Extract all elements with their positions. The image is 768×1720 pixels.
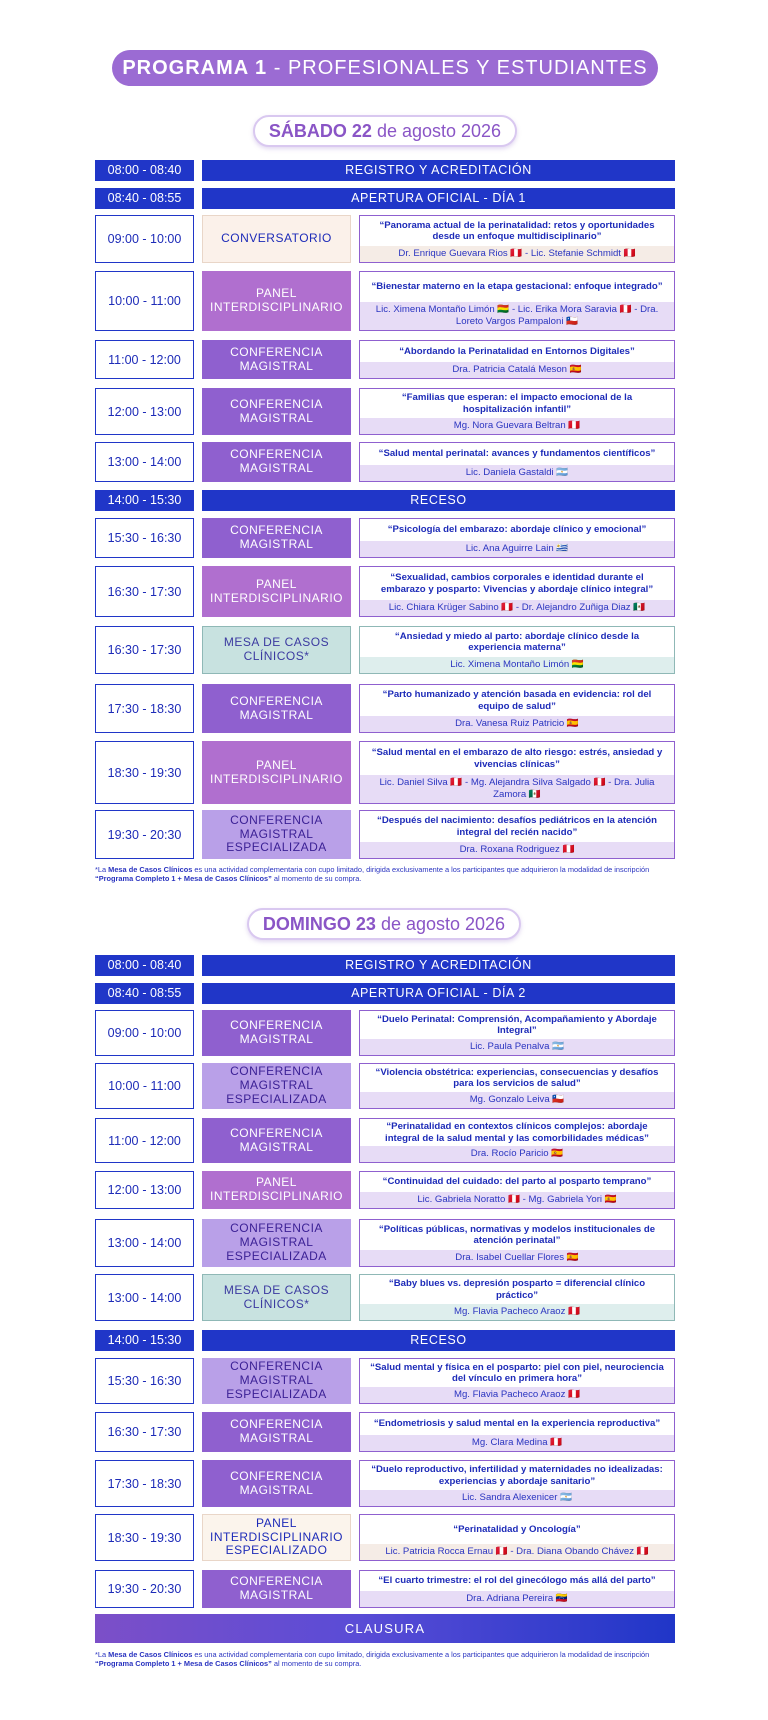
session-row bbox=[95, 1358, 675, 1404]
session-talk bbox=[359, 810, 675, 859]
time-slot: 17:30 - 18:30 bbox=[95, 1460, 194, 1507]
day-heading-rest: de agosto 2026 bbox=[375, 914, 506, 934]
footnote-middle: es una actividad complementaria con cupo limitado, dirigida exclusivamente a los participantes que adquirieron la modalidad de inscripción bbox=[192, 865, 650, 874]
talk-title: “Sexualidad, cambios corporales e identidad durante el embarazo y posparto: Vivencias y abordaje clínico integral” bbox=[380, 572, 654, 595]
talk-speakers: Mg. Nora Guevara Beltran 🇵🇪 bbox=[360, 418, 674, 434]
talk-title: “Perinatalidad y Oncología” bbox=[453, 1523, 581, 1535]
session-talk bbox=[359, 1063, 675, 1109]
session-type: MESA DE CASOS CLÍNICOS* bbox=[202, 626, 351, 674]
footnote-bold-programa: “Programa Completo 1 + Mesa de Casos Clínicos” bbox=[95, 1659, 272, 1669]
time-slot: 14:00 - 15:30 bbox=[95, 490, 194, 511]
time-slot: 18:30 - 19:30 bbox=[95, 1514, 194, 1561]
talk-title: “Después del nacimiento: desafíos pediátricos en la atención integral del recién nacido” bbox=[377, 815, 657, 838]
session-talk bbox=[359, 271, 675, 331]
session-bar: REGISTRO Y ACREDITACIÓN bbox=[202, 955, 675, 976]
day-heading bbox=[247, 908, 521, 940]
session-talk bbox=[359, 1171, 675, 1209]
time-slot: 17:30 - 18:30 bbox=[95, 684, 194, 733]
session-talk bbox=[359, 215, 675, 263]
day-heading-rest: de agosto 2026 bbox=[371, 121, 502, 141]
session-talk bbox=[359, 1412, 675, 1452]
day-heading-bold: SÁBADO 22 bbox=[268, 121, 372, 141]
session-bar: REGISTRO Y ACREDITACIÓN bbox=[202, 160, 675, 181]
session-type: PANEL INTERDISCIPLINARIO bbox=[202, 741, 351, 804]
session-bar: APERTURA OFICIAL - DÍA 2 bbox=[202, 983, 675, 1004]
session-type: CONFERENCIA MAGISTRAL bbox=[202, 1570, 351, 1608]
footnote-bold-mesa: Mesa de Casos Clínicos bbox=[108, 1650, 193, 1659]
talk-title: “Violencia obstétrica: experiencias, consecuencias y desafíos para los servicios de salud” bbox=[375, 1066, 659, 1089]
session-row bbox=[95, 1171, 675, 1209]
talk-title: “Parto humanizado y atención basada en evidencia: rol del equipo de salud” bbox=[382, 689, 652, 712]
time-slot: 16:30 - 17:30 bbox=[95, 626, 194, 674]
program-title-bold: PROGRAMA 1 bbox=[122, 57, 268, 79]
talk-title: “Políticas públicas, normativas y modelos institucionales de atención perinatal” bbox=[378, 1223, 656, 1246]
time-slot: 12:00 - 13:00 bbox=[95, 388, 194, 435]
session-talk bbox=[359, 684, 675, 733]
talk-speakers: Lic. Gabriela Noratto 🇵🇪 - Mg. Gabriela Yori 🇪🇸 bbox=[360, 1192, 674, 1208]
day-heading bbox=[253, 115, 517, 147]
footnote bbox=[95, 1650, 675, 1669]
time-slot: 13:00 - 14:00 bbox=[95, 1274, 194, 1321]
time-slot: 19:30 - 20:30 bbox=[95, 810, 194, 859]
session-type: CONFERENCIA MAGISTRAL ESPECIALIZADA bbox=[202, 1219, 351, 1267]
session-talk bbox=[359, 388, 675, 435]
session-bar: RECESO bbox=[202, 1330, 675, 1351]
session-talk bbox=[359, 566, 675, 617]
talk-title: “Salud mental en el embarazo de alto riesgo: estrés, ansiedad y vivencias clínicas” bbox=[371, 747, 663, 770]
session-type: CONFERENCIA MAGISTRAL bbox=[202, 1010, 351, 1056]
program-title bbox=[112, 50, 658, 86]
talk-speakers: Lic. Ana Aguirre Lain 🇺🇾 bbox=[360, 541, 674, 557]
session-type: CONFERENCIA MAGISTRAL bbox=[202, 518, 351, 558]
talk-speakers: Mg. Gonzalo Leiva 🇨🇱 bbox=[360, 1092, 674, 1108]
time-slot: 08:00 - 08:40 bbox=[95, 955, 194, 976]
talk-speakers: Dra. Isabel Cuellar Flores 🇪🇸 bbox=[360, 1250, 674, 1266]
talk-title: “El cuarto trimestre: el rol del ginecólogo más allá del parto” bbox=[378, 1575, 656, 1587]
session-row bbox=[95, 1118, 675, 1163]
session-row bbox=[95, 388, 675, 435]
session-row bbox=[95, 1514, 675, 1561]
session-talk bbox=[359, 442, 675, 482]
session-type: PANEL INTERDISCIPLINARIO bbox=[202, 1171, 351, 1209]
time-slot: 10:00 - 11:00 bbox=[95, 271, 194, 331]
time-slot: 14:00 - 15:30 bbox=[95, 1330, 194, 1351]
program-title-rest: - PROFESIONALES Y ESTUDIANTES bbox=[267, 57, 648, 79]
time-slot: 19:30 - 20:30 bbox=[95, 1570, 194, 1608]
session-type: PANEL INTERDISCIPLINARIO ESPECIALIZADO bbox=[202, 1514, 351, 1561]
time-slot: 16:30 - 17:30 bbox=[95, 1412, 194, 1452]
talk-speakers: Lic. Patricia Rocca Ernau 🇵🇪 - Dra. Diana Obando Chávez 🇵🇪 bbox=[360, 1544, 674, 1560]
session-talk bbox=[359, 1010, 675, 1056]
schedule-bar-row bbox=[95, 490, 675, 511]
footnote-bold-mesa: Mesa de Casos Clínicos bbox=[108, 865, 193, 874]
session-talk bbox=[359, 340, 675, 379]
talk-speakers: Lic. Chiara Krüger Sabino 🇵🇪 - Dr. Alejandro Zuñiga Diaz 🇲🇽 bbox=[360, 600, 674, 616]
session-type: CONVERSATORIO bbox=[202, 215, 351, 263]
talk-title: “Salud mental perinatal: avances y fundamentos científicos” bbox=[378, 448, 656, 460]
session-row bbox=[95, 741, 675, 804]
time-slot: 11:00 - 12:00 bbox=[95, 1118, 194, 1163]
talk-title: “Abordando la Perinatalidad en Entornos Digitales” bbox=[399, 345, 635, 357]
session-row bbox=[95, 810, 675, 859]
talk-speakers: Dra. Vanesa Ruiz Patricio 🇪🇸 bbox=[360, 716, 674, 732]
day-heading-bold: DOMINGO 23 bbox=[262, 914, 376, 934]
footnote-middle: es una actividad complementaria con cupo limitado, dirigida exclusivamente a los participantes que adquirieron la modalidad de inscripción bbox=[192, 1650, 650, 1659]
session-talk bbox=[359, 1514, 675, 1561]
footnote-prefix: *La bbox=[95, 865, 109, 874]
schedule-bar-row bbox=[95, 160, 675, 181]
session-talk bbox=[359, 518, 675, 558]
time-slot: 15:30 - 16:30 bbox=[95, 518, 194, 558]
time-slot: 13:00 - 14:00 bbox=[95, 442, 194, 482]
session-talk bbox=[359, 741, 675, 804]
session-row bbox=[95, 340, 675, 379]
session-row bbox=[95, 1219, 675, 1267]
talk-speakers: Lic. Daniel Silva 🇵🇪 - Mg. Alejandra Silva Salgado 🇵🇪 - Dra. Julia Zamora 🇲🇽 bbox=[360, 775, 674, 803]
session-type: CONFERENCIA MAGISTRAL ESPECIALIZADA bbox=[202, 1358, 351, 1404]
talk-speakers: Lic. Paula Penalva 🇦🇷 bbox=[360, 1039, 674, 1055]
talk-title: “Bienestar materno en la etapa gestacional: enfoque integrado” bbox=[371, 281, 663, 293]
footnote-bold-programa: “Programa Completo 1 + Mesa de Casos Clínicos” bbox=[95, 874, 272, 884]
talk-title: “Duelo reproductivo, infertilidad y maternidades no idealizadas: experiencias y abordaje sanitario” bbox=[371, 1464, 663, 1487]
session-row bbox=[95, 215, 675, 263]
session-type: PANEL INTERDISCIPLINARIO bbox=[202, 271, 351, 331]
session-row bbox=[95, 566, 675, 617]
session-type: CONFERENCIA MAGISTRAL bbox=[202, 442, 351, 482]
time-slot: 09:00 - 10:00 bbox=[95, 1010, 194, 1056]
session-type: CONFERENCIA MAGISTRAL bbox=[202, 1118, 351, 1163]
session-talk bbox=[359, 1118, 675, 1163]
time-slot: 12:00 - 13:00 bbox=[95, 1171, 194, 1209]
session-talk bbox=[359, 1570, 675, 1608]
time-slot: 08:40 - 08:55 bbox=[95, 983, 194, 1004]
talk-speakers: Lic. Ximena Montaño Limón 🇧🇴 - Lic. Erika Mora Saravia 🇵🇪 - Dra. Loreto Vargos Pampaloni 🇨🇱 bbox=[360, 302, 674, 330]
session-row bbox=[95, 1412, 675, 1452]
session-row bbox=[95, 1460, 675, 1507]
time-slot: 11:00 - 12:00 bbox=[95, 340, 194, 379]
session-bar: APERTURA OFICIAL - DÍA 1 bbox=[202, 188, 675, 209]
talk-speakers: Mg. Flavia Pacheco Araoz 🇵🇪 bbox=[360, 1304, 674, 1320]
session-type: CONFERENCIA MAGISTRAL ESPECIALIZADA bbox=[202, 1063, 351, 1109]
session-talk bbox=[359, 1274, 675, 1321]
session-talk bbox=[359, 626, 675, 674]
session-row bbox=[95, 1063, 675, 1109]
session-bar: RECESO bbox=[202, 490, 675, 511]
session-type: CONFERENCIA MAGISTRAL bbox=[202, 1412, 351, 1452]
clausura-bar: CLAUSURA bbox=[95, 1614, 675, 1643]
footnote-prefix: *La bbox=[95, 1650, 109, 1659]
session-row bbox=[95, 1010, 675, 1056]
talk-title: “Panorama actual de la perinatalidad: retos y oportunidades desde un enfoque multidisciplinario” bbox=[379, 219, 655, 242]
talk-speakers: Lic. Sandra Alexenicer 🇦🇷 bbox=[360, 1490, 674, 1506]
time-slot: 08:00 - 08:40 bbox=[95, 160, 194, 181]
session-type: CONFERENCIA MAGISTRAL bbox=[202, 1460, 351, 1507]
session-talk bbox=[359, 1219, 675, 1267]
schedule-bar-row bbox=[95, 188, 675, 209]
schedule-bar-row bbox=[95, 983, 675, 1004]
session-type: MESA DE CASOS CLÍNICOS* bbox=[202, 1274, 351, 1321]
session-type: CONFERENCIA MAGISTRAL bbox=[202, 684, 351, 733]
talk-speakers: Lic. Ximena Montaño Limón 🇧🇴 bbox=[360, 657, 674, 673]
session-row bbox=[95, 442, 675, 482]
session-type: CONFERENCIA MAGISTRAL bbox=[202, 340, 351, 379]
time-slot: 13:00 - 14:00 bbox=[95, 1219, 194, 1267]
talk-title: “Salud mental y física en el posparto: piel con piel, neurociencia del vínculo en primera hora” bbox=[370, 1361, 664, 1384]
footnote-suffix: al momento de su compra. bbox=[271, 874, 362, 884]
talk-speakers: Lic. Daniela Gastaldi 🇦🇷 bbox=[360, 465, 674, 481]
session-row bbox=[95, 1570, 675, 1608]
time-slot: 10:00 - 11:00 bbox=[95, 1063, 194, 1109]
session-talk bbox=[359, 1358, 675, 1404]
time-slot: 09:00 - 10:00 bbox=[95, 215, 194, 263]
talk-speakers: Mg. Clara Medina 🇵🇪 bbox=[360, 1435, 674, 1451]
schedule-bar-row bbox=[95, 1330, 675, 1351]
talk-speakers: Dra. Rocío Paricio 🇪🇸 bbox=[360, 1146, 674, 1162]
talk-speakers: Dra. Patricia Catalá Meson 🇪🇸 bbox=[360, 362, 674, 378]
talk-title: “Perinatalidad en contextos clínicos complejos: abordaje integral de la salud mental y las comorbilidades médicas” bbox=[385, 1121, 649, 1144]
session-type: CONFERENCIA MAGISTRAL ESPECIALIZADA bbox=[202, 810, 351, 859]
schedule-bar-row bbox=[95, 955, 675, 976]
session-row bbox=[95, 518, 675, 558]
session-row bbox=[95, 271, 675, 331]
footnote-suffix: al momento de su compra. bbox=[271, 1659, 362, 1669]
talk-title: “Familias que esperan: el impacto emocional de la hospitalización infantil” bbox=[401, 392, 633, 415]
session-talk bbox=[359, 1460, 675, 1507]
time-slot: 08:40 - 08:55 bbox=[95, 188, 194, 209]
time-slot: 15:30 - 16:30 bbox=[95, 1358, 194, 1404]
session-type: PANEL INTERDISCIPLINARIO bbox=[202, 566, 351, 617]
session-row bbox=[95, 684, 675, 733]
talk-speakers: Dra. Roxana Rodriguez 🇵🇪 bbox=[360, 842, 674, 858]
footnote bbox=[95, 865, 675, 884]
talk-speakers: Dr. Enrique Guevara Rios 🇵🇪 - Lic. Stefanie Schmidt 🇵🇪 bbox=[360, 246, 674, 262]
talk-title: “Baby blues vs. depresión posparto = diferencial clínico práctico” bbox=[388, 1278, 646, 1301]
talk-title: “Duelo Perinatal: Comprensión, Acompañamiento y Abordaje Integral” bbox=[377, 1013, 657, 1036]
talk-title: “Psicología del embarazo: abordaje clínico y emocional” bbox=[387, 524, 647, 536]
talk-speakers: Dra. Adriana Pereira 🇻🇪 bbox=[360, 1591, 674, 1607]
time-slot: 18:30 - 19:30 bbox=[95, 741, 194, 804]
time-slot: 16:30 - 17:30 bbox=[95, 566, 194, 617]
talk-title: “Continuidad del cuidado: del parto al posparto temprano” bbox=[382, 1176, 652, 1188]
talk-title: “Ansiedad y miedo al parto: abordaje clínico desde la experiencia materna” bbox=[394, 630, 640, 653]
session-type: CONFERENCIA MAGISTRAL bbox=[202, 388, 351, 435]
talk-title: “Endometriosis y salud mental en la experiencia reproductiva” bbox=[373, 1418, 661, 1430]
session-row bbox=[95, 1274, 675, 1321]
talk-speakers: Mg. Flavia Pacheco Araoz 🇵🇪 bbox=[360, 1387, 674, 1403]
session-row bbox=[95, 626, 675, 674]
